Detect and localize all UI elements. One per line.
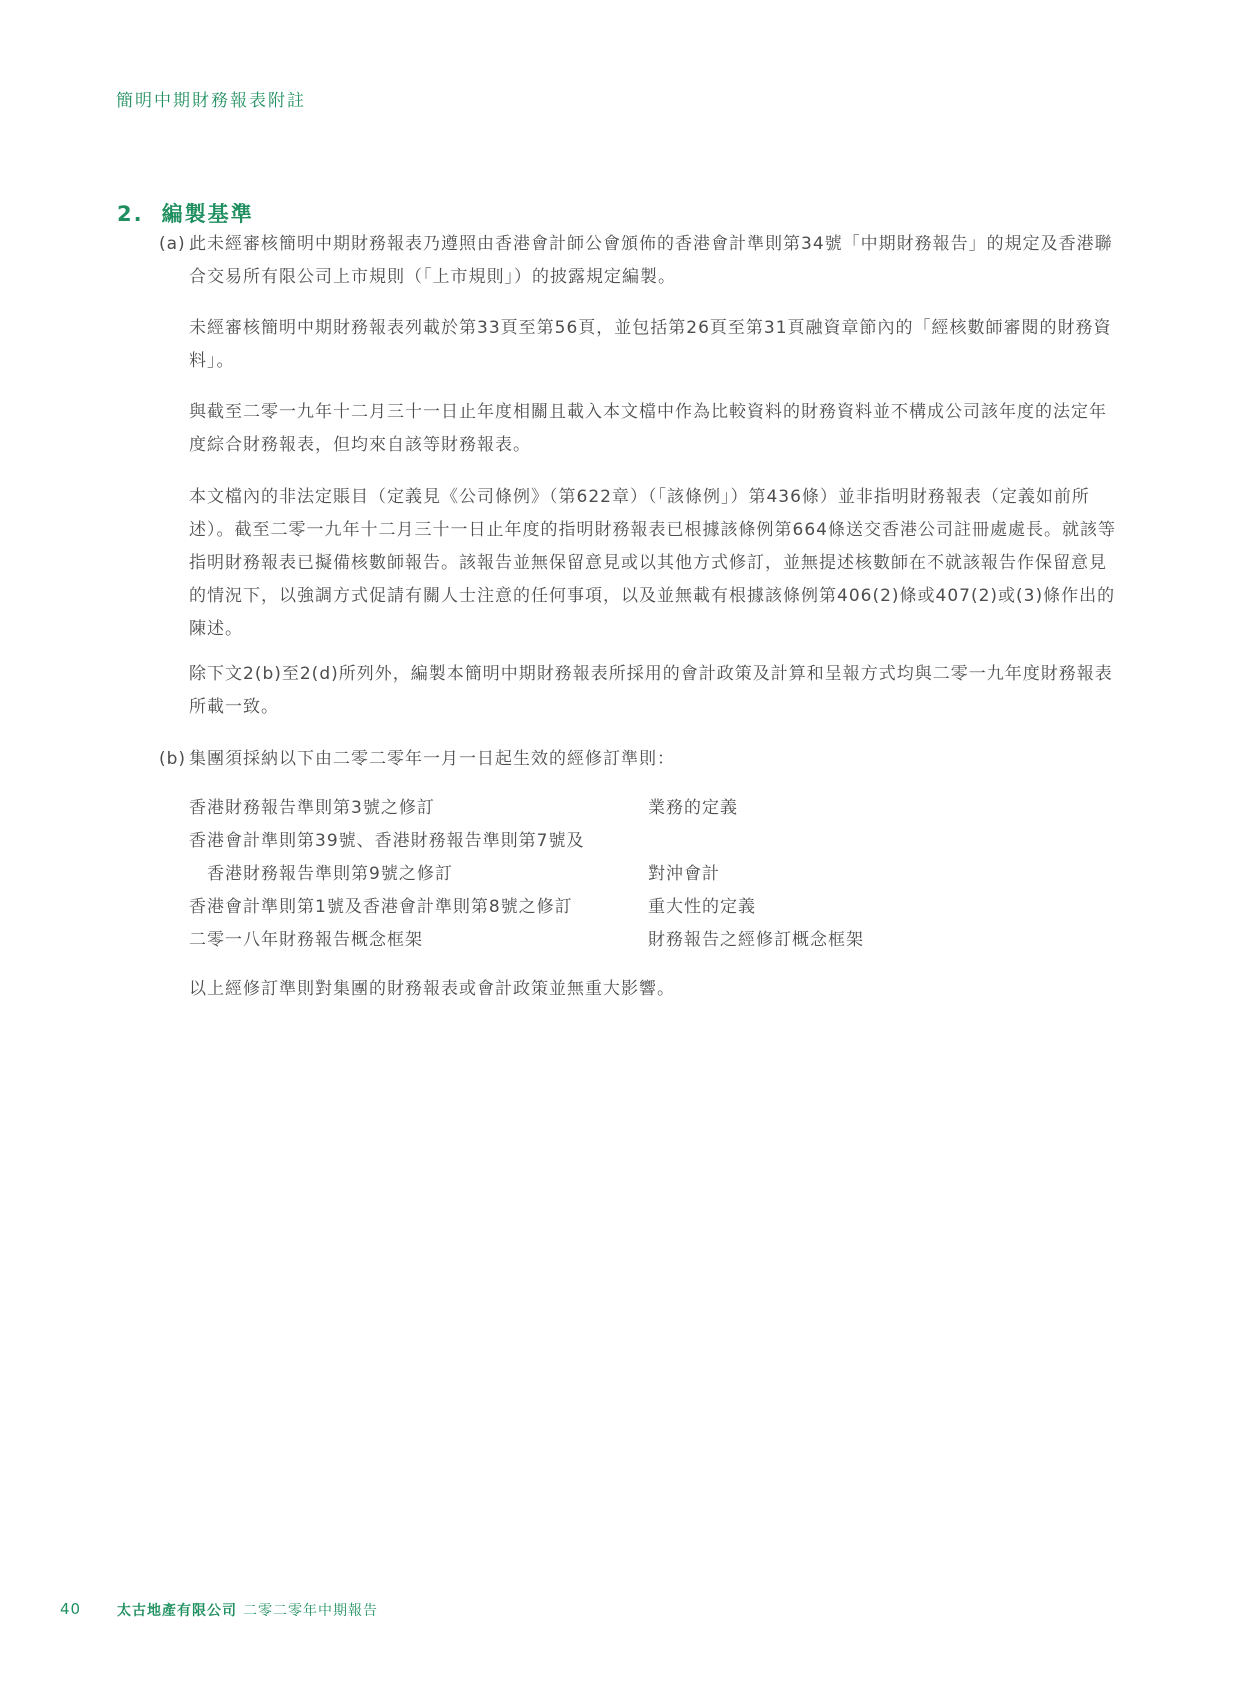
paragraph-comparative-info: 與截至二零一九年十二月三十一日止年度相關且載入本文檔中作為比較資料的財務資料並不構成公司該年度的法定年度綜合財務報表，但均來自該等財務報表。 — [189, 402, 1107, 455]
paragraph-accounting-policies: 除下文2(b)至2(d)所列外，編製本簡明中期財務報表所採用的會計政策及計算和呈報方式均與二零一九年度財務報表所載一致。 — [189, 664, 1113, 717]
section-heading — [117, 198, 254, 228]
paragraph-a-text: 此未經審核簡明中期財務報表乃遵照由香港會計師公會頒佈的香港會計準則第34號「中期財務報告」的規定及香港聯合交易所有限公司上市規則（「上市規則」）的披露規定編製。 — [189, 234, 1113, 287]
running-header: 簡明中期財務報表附註 — [116, 91, 306, 111]
standard-name: 香港財務報告準則第3號之修訂 — [189, 798, 435, 818]
standard-description: 財務報告之經修訂概念框架 — [648, 930, 864, 950]
paragraph-b — [159, 743, 1119, 776]
section-title: 編製基準 — [161, 202, 254, 226]
footer-company: 太古地產有限公司 — [117, 1603, 237, 1619]
paragraph-b-marker: (b) — [159, 749, 187, 769]
standard-description: 對沖會計 — [648, 864, 720, 884]
section-number: 2. — [117, 202, 144, 226]
paragraph-b-text: 集團須採納以下由二零二零年一月一日起生效的經修訂準則： — [189, 749, 675, 769]
paragraph-a — [159, 228, 1119, 294]
standard-name: 香港會計準則第1號及香港會計準則第8號之修訂 — [189, 897, 573, 917]
footer-report-title: 二零二零年中期報告 — [243, 1603, 378, 1619]
standard-description: 重大性的定義 — [648, 897, 756, 917]
paragraph-non-statutory-accounts: 本文檔內的非法定賬目（定義見《公司條例》（第622章）（「該條例」）第436條）並非指明財務報表（定義如前所述）。截至二零一九年十二月三十一日止年度的指明財務報表已根據該條例第664條送交香港公司註冊處處長。就該等指明財務報表已擬備核數師報告。該報告並無保留意見或以其他方式修訂，並無提述核數師在不就該報告作保留意見的情況下，以強調方式促請有關人士注意的任何事項，以及並無載有根據該條例第406(2)條或407(2)或(3)條作出的陳述。 — [189, 487, 1116, 639]
standard-description: 業務的定義 — [648, 798, 738, 818]
paragraph-a-marker: (a) — [159, 234, 186, 254]
paragraph-unaudited-pages: 未經審核簡明中期財務報表列載於第33頁至第56頁，並包括第26頁至第31頁融資章節內的「經核數師審閱的財務資料」。 — [189, 318, 1112, 371]
standard-name: 香港會計準則第39號、香港財務報告準則第7號及 — [189, 831, 585, 851]
standard-name: 香港財務報告準則第9號之修訂 — [207, 864, 453, 884]
page-number: 40 — [60, 1600, 82, 1618]
standard-name: 二零一八年財務報告概念框架 — [189, 930, 423, 950]
paragraph-closing: 以上經修訂準則對集團的財務報表或會計政策並無重大影響。 — [189, 979, 675, 999]
